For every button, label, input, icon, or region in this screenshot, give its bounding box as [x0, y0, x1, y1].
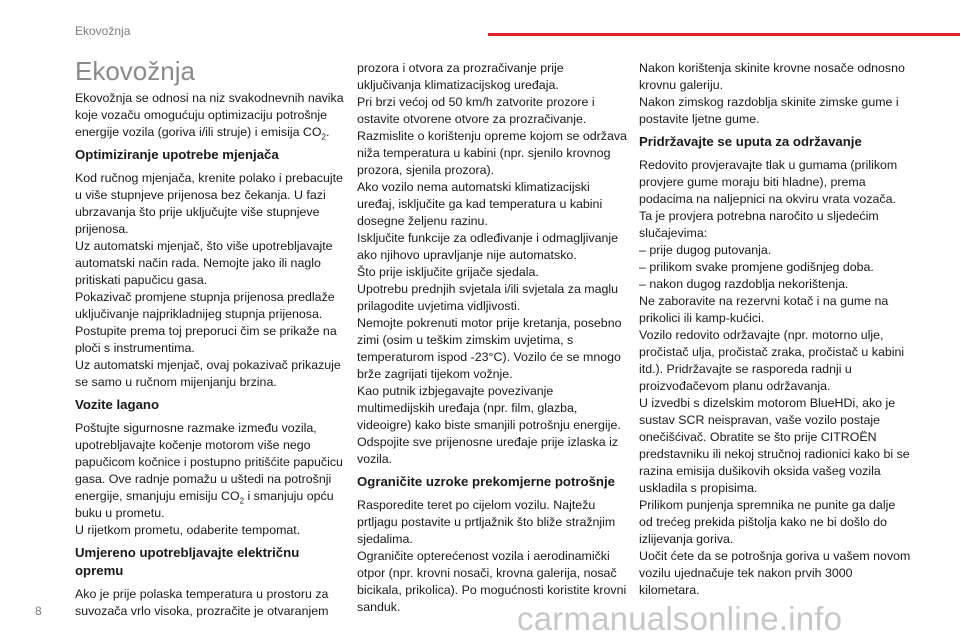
page-number: 8 — [35, 604, 42, 618]
list-item: – nakon dugog razdoblja nekorištenja. — [639, 277, 849, 291]
heading-drive-smoothly: Vozite lagano — [75, 397, 160, 412]
paragraph: Ako je prije polaska temperatura u prostoru za suvozača vrlo visoka, prozračite je otvaranjem — [75, 587, 329, 618]
page-title: Ekovožnja — [75, 56, 195, 86]
heading-gears: Optimiziranje upotrebe mjenjača — [75, 147, 279, 162]
paragraph: Uz automatski mjenjač, ovaj pokazivač prikazuje se samo u ručnom mijenjanju brzina. — [75, 358, 341, 389]
paragraph: Ograničite opterećenost vozila i aerodinamički otpor (npr. krovni nosači, krovna galerija, nosač bicikala, prikolica). Po mogućnosti koristite krovni sanduk. — [357, 549, 627, 614]
heading-excess-consumption: Ograničite uzroke prekomjerne potrošnje — [357, 474, 615, 489]
paragraph: Razmislite o korištenju opreme kojom se održava niža temperatura u kabini (npr. sjenilo krovnog prozora, sjenila prozora). — [357, 129, 627, 177]
column-3 — [639, 60, 911, 604]
heading-electrical-equipment: Umjereno upotrebljavajte električnu opremu — [75, 545, 300, 578]
paragraph: Ta je provjera potrebna naročito u sljedećim slučajevima: — [639, 209, 879, 240]
paragraph: Upotrebu prednjih svjetala i/ili svjetala za maglu prilagodite uvjetima vidljivosti. — [357, 282, 619, 313]
paragraph: Kod ručnog mjenjača, krenite polako i prebacujte u više stupnjeve prijenosa bez čekanja. U fazi ubrzavanja što prije uključujte više stupnjeve prijenosa. — [75, 171, 343, 236]
paragraph: Nakon zimskog razdoblja skinite zimske gume i postavite ljetne gume. — [639, 95, 899, 126]
paragraph: U izvedbi s dizelskim motorom BlueHDi, ako je sustav SCR neispravan, vaše vozilo postaje onečišćivač. Obratite se što prije CITROËN predstavniku ili nekoj stručnoj radionici kako bi se razina emisija dušikovih oksida vašeg vozila uskladila s propisima. — [639, 396, 910, 495]
paragraph: Vozilo redovito održavajte (npr. motorno ulje, pročistač ulja, pročistač zraka, pročistač u kabini itd.). Pridržavajte se rasporeda radnji u proizvođačevom planu održavanja. — [639, 328, 905, 393]
heading-maintenance: Pridržavajte se uputa za održavanje — [639, 134, 862, 149]
column-1 — [75, 58, 347, 625]
header-accent-bar — [488, 33, 960, 36]
paragraph: Rasporedite teret po cijelom vozilu. Najtežu prtljagu postavite u prtljažnik što bliže stražnjim sjedalima. — [357, 498, 616, 546]
paragraph: Nemojte pokrenuti motor prije kretanja, posebno zimi (osim u teškim zimskim uvjetima, s temperaturom ispod -23°C). Vozilo će se mnogo brže zagrijati tijekom vožnje. — [357, 316, 622, 381]
paragraph: Pri brzi većoj od 50 km/h zatvorite prozore i ostavite otvorene otvore za prozračivanje. — [357, 95, 595, 126]
intro-paragraph — [75, 90, 347, 141]
paragraph: Uz automatski mjenjač, što više upotrebljavajte automatski način rada. Nemojte jako ili naglo pritiskati papučicu gasa. — [75, 239, 333, 287]
co2-subscript: 2 — [321, 132, 326, 142]
list-item: – prilikom svake promjene godišnjeg doba. — [639, 260, 874, 274]
column-2 — [357, 60, 629, 621]
paragraph: Isključite funkcije za odleđivanje i odmagljivanje ako njihovo upravljanje nije automatsko. — [357, 231, 619, 262]
paragraph: U rijetkom prometu, odaberite tempomat. — [75, 523, 301, 537]
paragraph — [75, 420, 347, 522]
paragraph: Odspojite sve prijenosne uređaje prije izlaska iz vozila. — [357, 435, 619, 466]
paragraph: Ako vozilo nema automatski klimatizacijski uređaj, isključite ga kad temperatura u kabini dosegne željenu razinu. — [357, 180, 603, 228]
paragraph: Kao putnik izbjegavajte povezivanje multimedijskih uređaja (npr. film, glazba, videoigre) kako biste smanjili potrošnju energije. — [357, 384, 621, 432]
intro-text: Ekovožnja se odnosi na niz svakodnevnih navika koje vozaču omogućuju optimizaciju potrošnje energije vozila (goriva i/ili struje) i emisija CO — [75, 91, 344, 139]
paragraph: Prilikom punjenja spremnika ne punite ga dalje od trećeg prekida pištolja kako ne bi došlo do izlijevanja goriva. — [639, 498, 896, 546]
list-item: – prije dugog putovanja. — [639, 243, 772, 257]
smooth-text-end: i smanjuju opću buku u prometu. — [75, 489, 334, 520]
smooth-text: Poštujte sigurnosne razmake između vozila, upotrebljavajte kočenje motorom više nego papučicom kočnice i postupno pritišćite papučicu gasa. Ove radnje pomažu u uštedi na potrošnji energije, smanjuju emisiju CO — [75, 421, 343, 503]
paragraph: Nakon korištenja skinite krovne nosače odnosno krovnu galeriju. — [639, 61, 905, 92]
paragraph: Što prije isključite grijače sjedala. — [357, 265, 539, 279]
paragraph: Pokazivač promjene stupnja prijenosa predlaže uključivanje najprikladnijeg stupnja prijenosa. Postupite prema toj preporuci čim se prikaže na ploči s instrumentima. — [75, 290, 337, 355]
section-header: Ekovožnja — [75, 24, 131, 38]
paragraph: Redovito provjeravajte tlak u gumama (prilikom provjere gume moraju biti hladne), prema podacima na naljepnici na okviru vrata vozača. — [639, 158, 898, 206]
co2-subscript: 2 — [239, 496, 245, 506]
watermark: carmanualsonline.info — [517, 600, 843, 637]
paragraph: Ne zaboravite na rezervni kotač i na gume na prikolici ili kamp-kućici. — [639, 294, 889, 325]
paragraph: prozora i otvora za prozračivanje prije uključivanja klimatizacijskog uređaja. — [357, 61, 564, 92]
paragraph: Uočit ćete da se potrošnja goriva u vašem novom vozilu ujednačuje tek nakon prvih 3000 kilometara. — [639, 549, 911, 597]
intro-text-end: . — [325, 125, 330, 139]
